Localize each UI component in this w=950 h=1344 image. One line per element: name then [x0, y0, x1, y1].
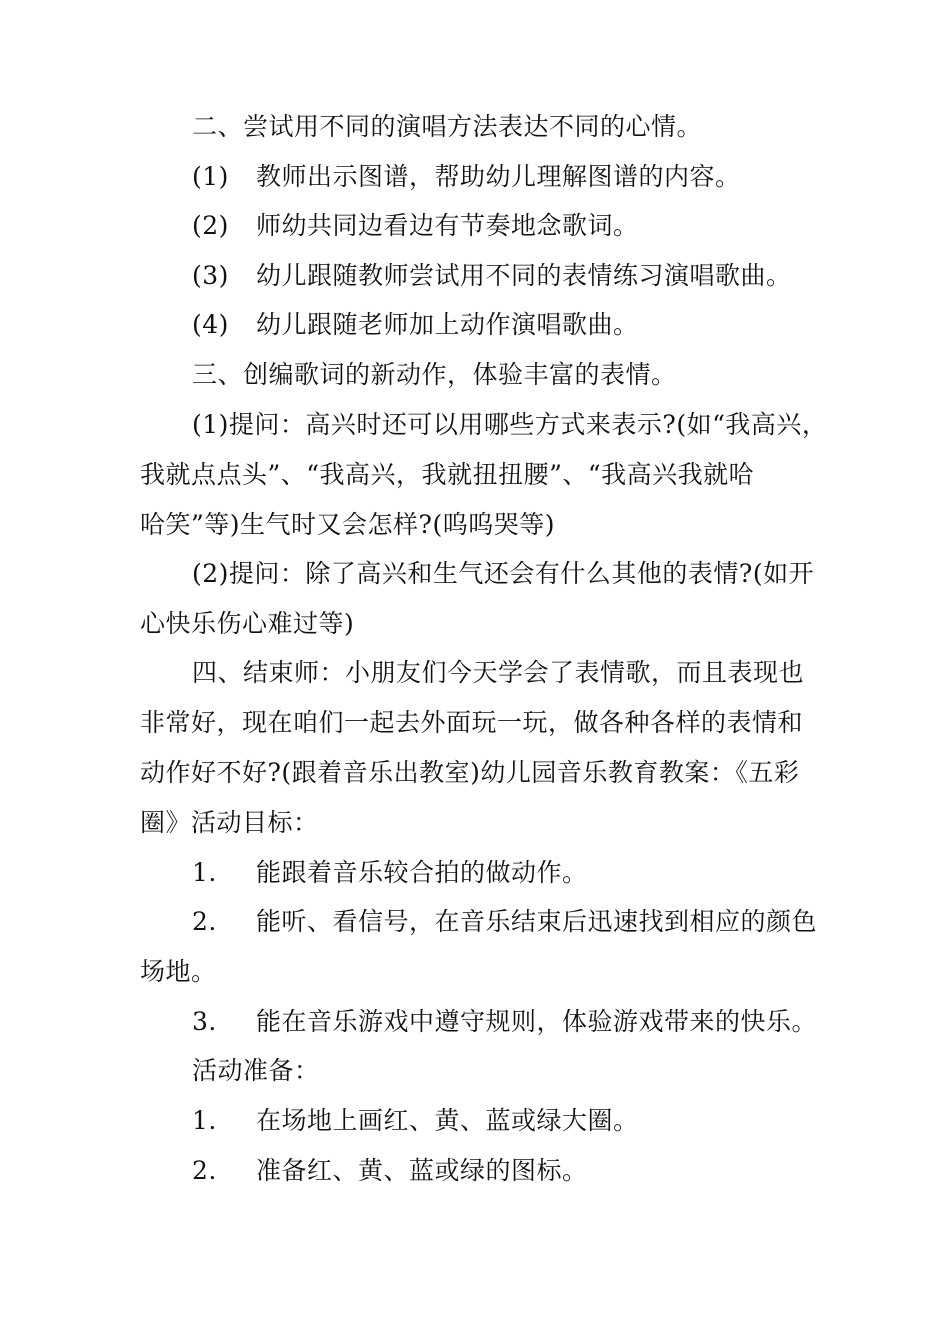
item-number: (1): [192, 162, 229, 191]
item-number: (4): [192, 310, 229, 339]
line-text: 幼儿跟随老师加上动作演唱歌曲。: [256, 310, 639, 339]
section-heading-4: [192, 658, 804, 688]
line-text: 我就点点头”、“我高兴，我就扭扭腰”、“我高兴我就哈: [140, 460, 755, 489]
paragraph-line: [192, 559, 814, 589]
paragraph-line: [140, 510, 555, 540]
item-number: 2.: [192, 907, 217, 936]
section-heading-3: [192, 360, 677, 390]
list-item: [192, 1007, 817, 1037]
line-text: 圈》活动目标：: [140, 808, 319, 837]
line-text: 非常好，现在咱们一起去外面玩一玩，做各种各样的表情和: [140, 708, 804, 737]
item-number: (2): [192, 211, 229, 240]
paragraph-line: [140, 460, 754, 490]
line-text: (2)提问：除了高兴和生气还会有什么其他的表情?(如开: [192, 559, 815, 588]
line-text: 在场地上画红、黄、蓝或绿大圈。: [256, 1106, 639, 1135]
line-text: 活动准备：: [192, 1056, 320, 1085]
line-text: 能听、看信号，在音乐结束后迅速找到相应的颜色: [256, 907, 818, 936]
line-text: 教师出示图谱，帮助幼儿理解图谱的内容。: [256, 162, 741, 191]
line-text: 心快乐伤心难过等): [140, 609, 355, 638]
list-item: [192, 1156, 588, 1186]
subheading: [192, 1056, 320, 1086]
paragraph-line: [192, 410, 827, 440]
paragraph-line: [140, 609, 354, 639]
line-text: 动作好不好?(跟着音乐出教室)幼儿园音乐教育教案：《五彩: [140, 758, 800, 787]
item-number: (3): [192, 261, 229, 290]
line-text: 四、结束师：小朋友们今天学会了表情歌，而且表现也: [192, 658, 805, 687]
line-text: 能跟着音乐较合拍的做动作。: [256, 858, 588, 887]
list-item: [192, 261, 792, 291]
line-text: 二、尝试用不同的演唱方法表达不同的心情。: [192, 112, 703, 141]
list-item: [192, 858, 588, 888]
paragraph-line: [140, 708, 803, 738]
list-item: [192, 310, 639, 340]
line-text: 准备红、黄、蓝或绿的图标。: [256, 1156, 588, 1185]
list-item: [192, 1106, 639, 1136]
line-text: 哈笑”等)生气时又会怎样?(呜呜哭等): [140, 510, 555, 539]
line-text: 幼儿跟随教师尝试用不同的表情练习演唱歌曲。: [256, 261, 792, 290]
line-text: 场地。: [140, 957, 217, 986]
paragraph-line: [140, 957, 217, 987]
line-text: 能在音乐游戏中遵守规则，体验游戏带来的快乐。: [256, 1007, 818, 1036]
line-text: (1)提问：高兴时还可以用哪些方式来表示?(如“我高兴，: [192, 410, 828, 439]
paragraph-line: [140, 808, 319, 838]
line-text: 三、创编歌词的新动作，体验丰富的表情。: [192, 360, 677, 389]
list-item: [192, 907, 817, 937]
item-number: 3.: [192, 1007, 217, 1036]
list-item: [192, 211, 639, 241]
item-number: 1.: [192, 858, 217, 887]
line-text: 师幼共同边看边有节奏地念歌词。: [256, 211, 639, 240]
list-item: [192, 162, 741, 192]
item-number: 2.: [192, 1156, 217, 1185]
paragraph-line: [140, 758, 799, 788]
section-heading-2: [192, 112, 702, 142]
item-number: 1.: [192, 1106, 217, 1135]
